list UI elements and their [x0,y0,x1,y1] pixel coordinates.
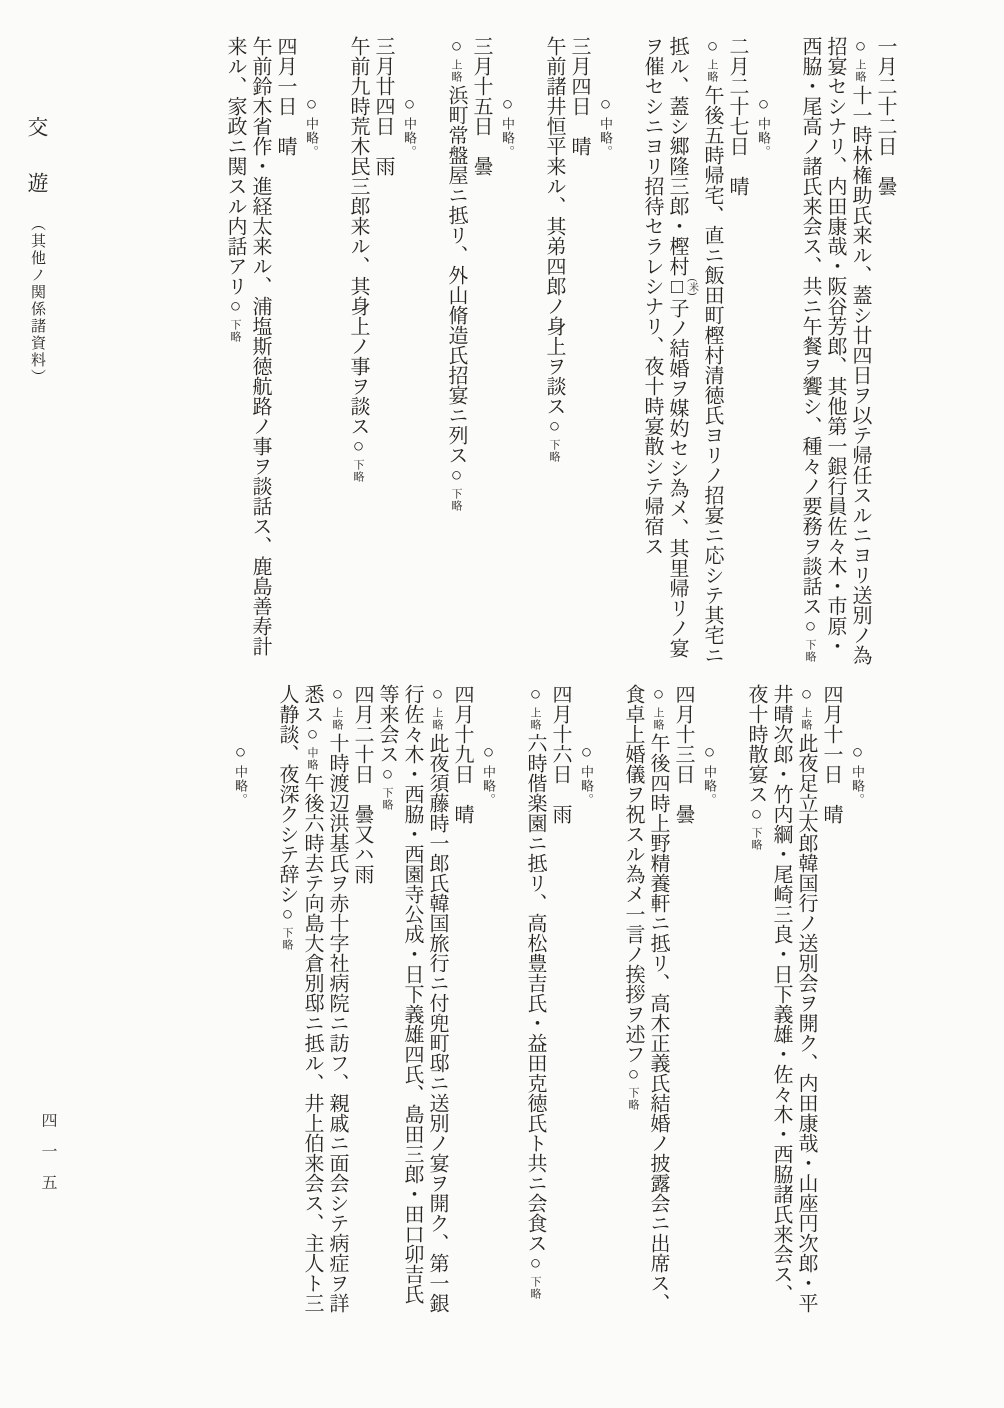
diary-date-line [275,36,295,684]
omission-circle-glyph: ○ [302,724,323,745]
diary-text-column [377,684,397,1332]
omission-mark-label: 下略 [804,639,816,663]
diary-text-column [544,36,564,684]
omission-circle-glyph: ○ [850,36,871,57]
page-number: 四一五 [39,1112,56,1205]
diary-date-line [875,36,895,684]
text-run: 四月十三日 曇 [672,684,694,824]
omission-mark [594,94,616,161]
omission-circle-glyph: ○ [301,94,322,115]
text-run: 悉ス [301,684,323,724]
omission-mark [276,904,298,953]
omission-circle-glyph: ○ [348,436,369,457]
omission-mark-label: 中略 [306,747,318,771]
diary-date-line [821,684,841,1332]
section-title-subtitle: （其他ノ関係諸資料） [29,216,45,386]
text-run: 行佐々木・西脇・西園寺公成・日下義雄四氏、島田三郎・田口卯吉氏 [401,684,423,1304]
diary-text-column [825,36,845,684]
omission-marker-line [847,684,867,1332]
diary-text-column [702,36,722,684]
omission-marker-line [230,684,250,1332]
text-run: 井晴次郎・竹内綱・尾崎三良・日下義雄・佐々木・西脇諸氏来会ス、 [770,684,792,1304]
text-run: 等来会ス [376,684,398,764]
omission-mark-label: 下略 [281,927,293,951]
omission-circle-glyph: ○ [702,36,723,57]
omission-mark-label: 中略。 [304,117,319,159]
diary-text-column [771,684,791,1332]
text-run: 三月十五日 曇 [470,36,492,176]
omission-circle-glyph: ○ [225,296,246,317]
omission-circle-glyph: ○ [525,684,546,705]
omission-mark [849,36,871,85]
omission-mark-label: 下略 [627,1087,639,1111]
omission-mark-label: 中略。 [481,765,496,807]
diary-text-column [525,684,545,1332]
text-run: 抵ル、蓋シ郷隆三郎・樫村 [666,36,688,276]
omission-marker-line [699,684,719,1332]
omission-mark [698,742,720,809]
omission-mark [846,742,868,809]
omission-mark [524,684,546,733]
illegible-character-with-note: □(米) [666,276,698,298]
omission-circle-glyph: ○ [847,742,868,763]
omission-mark [398,94,420,161]
omission-circle-glyph: ○ [525,1253,546,1274]
text-run: 子ノ結婚ヲ媒妁セシ為メ、其里帰リノ宴 [666,298,688,658]
omission-mark-label: 上略 [450,59,462,83]
omission-mark-label: 中略。 [598,117,613,159]
omission-circle-glyph: ○ [377,764,398,785]
text-run: 二月二十七日 晴 [726,36,748,196]
text-run: 四月十一日 晴 [820,684,842,824]
text-run: ヲ催セシニヨリ招待セラレシナリ、夜十時宴散シテ帰宿ス [641,36,663,556]
omission-circle-glyph: ○ [576,742,597,763]
text-run: 四月十九日 晴 [451,684,473,824]
text-run: 午前鈴木省作・進経太来ル、浦塩斯徳航路ノ事ヲ談話ス、鹿島善寿計 [249,36,271,656]
omission-mark-label: 上略 [854,59,866,83]
text-run: 十一時林権助氏来ル、蓋シ廿四日ヲ以テ帰任スルニヨリ送別ノ為 [849,85,871,665]
omission-mark [326,684,348,733]
diary-date-line [569,36,589,684]
diary-text-column [642,36,662,684]
text-run: 午後四時上野精養軒ニ抵リ、高木正義氏結婚ノ披露会ニ出席ス、 [647,733,669,1313]
omission-circle-glyph: ○ [699,742,720,763]
text-run: 来ル、家政ニ関スル内話アリ [224,36,246,296]
diary-date-line [373,36,393,684]
section-title-main: 交 遊 [25,116,49,200]
diary-section-bottom [224,684,894,1332]
diary-section-top [220,36,900,684]
text-run: 午後六時去テ向島大倉別邸ニ抵ル、井上伯来会ス、主人ト三 [301,773,323,1313]
omission-mark-label: 中略。 [702,765,717,807]
text-run: 四月一日 晴 [274,36,296,156]
omission-circle-glyph: ○ [746,804,767,825]
omission-mark [543,416,565,465]
text-run: 人静談、夜深クシテ辞シ [276,684,298,904]
omission-mark [701,36,723,85]
text-run: 午後五時帰宅、直ニ飯田町樫村清徳氏ヨリノ招宴ニ応シテ其宅ニ [701,85,723,665]
text-run: 午前諸井恒平来ル、其弟四郎ノ身上ヲ談ス [543,36,565,416]
omission-mark [647,684,669,733]
omission-mark-label: 上略 [800,707,812,731]
omission-mark [575,742,597,809]
omission-mark [445,465,467,514]
diary-date-line [471,36,491,684]
omission-mark-label: 上略 [529,707,541,731]
omission-mark [445,36,467,85]
omission-circle-glyph: ○ [327,684,348,705]
omission-marker-line [753,36,773,684]
diary-text-column [402,684,422,1332]
omission-mark-label: 中略。 [850,765,865,807]
omission-circle-glyph: ○ [753,94,774,115]
omission-mark-label: 中略。 [402,117,417,159]
text-run: 此夜足立太郎韓国行ノ送別会ヲ開ク、内田康哉・山座円次郎・平 [795,733,817,1313]
diary-text-column [800,36,820,684]
omission-mark-label: 下略 [529,1276,541,1300]
omission-circle-glyph: ○ [544,416,565,437]
omission-mark [524,1253,546,1302]
omission-circle-glyph: ○ [427,684,448,705]
omission-mark [376,764,398,813]
omission-mark-label: 中略。 [579,765,594,807]
omission-marker-line [399,36,419,684]
text-run: 此夜須藤時一郎氏韓国旅行ニ付兜町邸ニ送別ノ宴ヲ開ク、第一銀 [426,733,448,1313]
diary-text-column [348,36,368,684]
diary-text-column [648,684,668,1332]
omission-marker-line [595,36,615,684]
diary-date-line [352,684,372,1332]
text-run: 西脇・尾高ノ諸氏来会ス、共ニ午餐ヲ饗シ、種々ノ要務ヲ談話ス [799,36,821,616]
text-run: 食卓上婚儀ヲ祝スル為メ一言ノ挨拶ヲ述フ [622,684,644,1064]
omission-mark-label: 下略 [352,459,364,483]
omission-mark-label: 下略 [750,827,762,851]
omission-mark-label: 中略。 [233,765,248,807]
diary-text-column [427,684,447,1332]
omission-mark-label: 上略 [706,59,718,83]
omission-circle-glyph: ○ [623,1064,644,1085]
omission-mark [496,94,518,161]
text-run: 六時偕楽園ニ抵リ、高松豊吉氏・益田克徳氏ト共ニ会食ス [524,733,546,1253]
text-run: 三月廿四日 雨 [372,36,394,176]
omission-marker-line [497,36,517,684]
omission-mark-label: 下略 [229,319,241,343]
text-run: 四月十六日 雨 [549,684,571,824]
diary-text-column [446,36,466,684]
omission-mark-label: 下略 [548,439,560,463]
diary-text-column [327,684,347,1332]
omission-mark [795,684,817,733]
text-run: 夜十時散宴ス [745,684,767,804]
omission-mark [477,742,499,809]
omission-circle-glyph: ○ [230,742,251,763]
diary-text-column [225,36,245,684]
text-run: 一月二十二日 曇 [874,36,896,196]
omission-marker-line [478,684,498,1332]
text-run: 午前九時荒木民三郎来ル、其身上ノ事ヲ談ス [347,36,369,436]
omission-mark-label: 中略。 [756,117,771,159]
running-section-title [22,116,52,456]
omission-mark [347,436,369,485]
diary-date-line [727,36,747,684]
omission-circle-glyph: ○ [595,94,616,115]
diary-date-line [550,684,570,1332]
diary-text-column [667,36,697,684]
omission-mark [426,684,448,733]
omission-circle-glyph: ○ [446,465,467,486]
omission-circle-glyph: ○ [648,684,669,705]
omission-mark [745,804,767,853]
diary-text-column [623,684,643,1332]
omission-mark-label: 下略 [381,787,393,811]
diary-date-line [673,684,693,1332]
diary-text-column [746,684,766,1332]
omission-mark [301,724,323,773]
text-run: 四月二十日 曇又ハ雨 [351,684,373,884]
character-note: (米) [686,276,698,298]
omission-marker-line [301,36,321,684]
omission-circle-glyph: ○ [497,94,518,115]
text-run: 三月四日 晴 [568,36,590,156]
omission-marker-line [576,684,596,1332]
omission-circle-glyph: ○ [277,904,298,925]
omission-circle-glyph: ○ [796,684,817,705]
text-run: 浜町常盤屋ニ抵リ、外山脩造氏招宴ニ列ス [445,85,467,465]
omission-mark-label: 下略 [450,488,462,512]
omission-circle-glyph: ○ [399,94,420,115]
text-run: 十時渡辺洪基氏ヲ赤十字社病院ニ訪フ、親戚ニ面会シテ病症ヲ詳 [326,733,348,1313]
omission-circle-glyph: ○ [478,742,499,763]
omission-mark-label: 上略 [652,707,664,731]
diary-text-column [850,36,870,684]
omission-mark [300,94,322,161]
text-run: 招宴セシナリ、内田康哉・阪谷芳郎、其他第一銀行員佐々木・市原・ [824,36,846,656]
diary-text-column [302,684,322,1332]
diary-text-column [250,36,270,684]
diary-date-line [452,684,472,1332]
omission-mark-label: 上略 [331,707,343,731]
omission-circle-glyph: ○ [800,616,821,637]
omission-mark [622,1064,644,1113]
omission-circle-glyph: ○ [446,36,467,57]
omission-mark [799,616,821,665]
omission-mark [229,742,251,809]
omission-mark [752,94,774,161]
diary-text-column [796,684,816,1332]
omission-mark-label: 上略 [431,707,443,731]
omission-mark [224,296,246,345]
omission-mark-label: 中略。 [500,117,515,159]
diary-text-column [277,684,297,1332]
